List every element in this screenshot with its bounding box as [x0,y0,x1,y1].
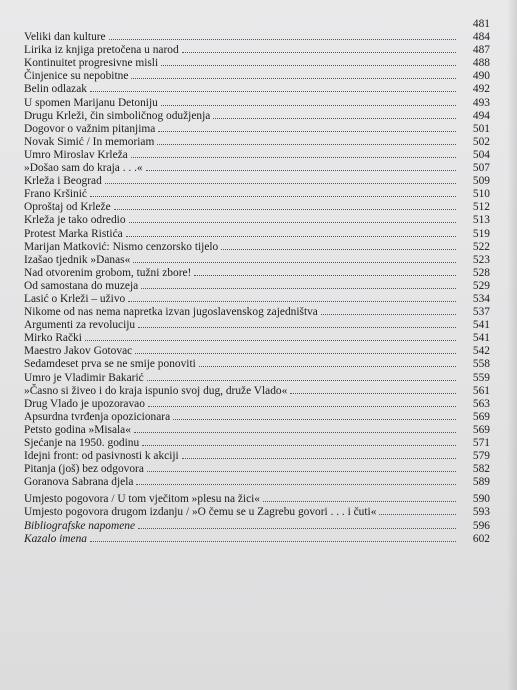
toc-page-number: 542 [472,345,490,358]
toc-leader-dots [135,353,456,354]
toc-page-number: 541 [472,319,490,332]
toc-page-number: 490 [472,70,490,83]
toc-entry [24,506,490,519]
toc-leader-dots [290,393,456,394]
toc-entry [24,385,490,398]
toc-leader-dots [148,406,456,407]
toc-entry-title: Idejni front: od pasivnosti k akciji [24,450,179,463]
toc-page-number: 558 [472,358,490,371]
toc-entry-title: Bibliografske napomene [24,519,136,532]
toc-leader-dots [221,249,456,250]
toc-page-number: 559 [472,371,490,384]
toc-leader-dots [263,501,456,502]
toc-entry [24,267,490,280]
toc-leader-dots [126,236,456,237]
toc-entry-title: Činjenice su nepobitne [24,70,129,83]
toc-leader-dots [199,366,456,367]
toc-entry [24,319,490,332]
toc-page-number: 537 [472,306,490,319]
toc-entry-title: Novak Simić / In memoriam [24,135,155,148]
toc-entry [24,57,490,70]
toc-leader-dots [182,458,456,459]
toc-entry-title: Lirika iz knjiga pretočena u narod [24,44,179,57]
toc-entry-title: Petsto godina »Misala« [24,423,131,436]
toc-page-number: 492 [472,83,490,96]
toc-leader-dots [182,52,456,53]
toc-entry [24,463,490,476]
toc-page-number: 569 [472,423,490,436]
toc-entry-title: Umjesto pogovora drugom izdanju / »O čemu se u Zagrebu govori . . . i čuti« [24,506,377,519]
toc-leader-dots [128,301,456,302]
toc-page-number: 541 [472,332,490,345]
toc-entry-title: Argumenti za revoluciju [24,319,136,332]
toc-leader-dots [146,170,456,171]
toc-entry-title: U spomen Marijanu Detoniju [24,96,158,109]
toc-page-number: 561 [472,384,490,397]
toc-entry [24,83,490,96]
toc-entry-title: Protest Marka Ristića [24,227,123,240]
toc-entry-title: Nad otvorenim grobom, tužni zbore! [24,266,192,279]
toc-entry-title: Belin odlazak [24,83,87,96]
toc-entry [24,398,490,411]
toc-leader-dots [379,514,456,515]
toc-entry-title: »Časno si živeo i do kraja ispunio svoj dug, druže Vlado« [24,384,288,397]
toc-entry-title: Umjesto pogovora / U tom vječitom »plesu na žici« [24,493,260,506]
toc-entry [24,110,490,123]
toc-entry [24,280,490,293]
table-of-contents [24,18,490,546]
toc-page-number: 528 [472,266,490,279]
toc-leader-dots [158,131,456,132]
toc-entry [24,424,490,437]
toc-entry [24,476,490,489]
toc-entry [24,123,490,136]
toc-entry-title: Krleža i Beograd [24,175,102,188]
toc-page-number: 596 [472,519,490,532]
toc-leader-dots [141,288,456,289]
toc-leader-dots [321,314,456,315]
toc-entry [24,228,490,241]
toc-page-number: 602 [472,532,490,545]
toc-page-number: 579 [472,450,490,463]
page-edge-shadow [507,0,517,690]
toc-page-number: 590 [472,493,490,506]
toc-entry-title: Apsurdna tvrđenja opozicionara [24,410,171,423]
toc-entry-title: »Došao sam do kraja . . .« [24,162,143,175]
toc-entry [24,136,490,149]
toc-leader-dots [85,340,456,341]
toc-entry-title: Nikome od nas nema napretka izvan jugoslavenskog zajedništva [24,306,318,319]
toc-leader-dots [114,209,456,210]
toc-entry [24,201,490,214]
toc-entry [24,18,490,31]
toc-leader-dots [105,183,456,184]
toc-entry-title: Veliki dan kulture [24,31,106,44]
toc-entry-title: Sjećanje na 1950. godinu [24,437,140,449]
toc-entry [24,493,490,506]
toc-entry [24,520,490,533]
toc-page-number: 494 [472,109,490,122]
toc-page-number: 512 [472,201,490,214]
toc-entry-title: Umro je Vladimir Bakarić [24,371,144,384]
toc-page-number: 509 [472,175,490,188]
toc-page-number: 513 [472,214,490,227]
toc-page-number: 501 [472,122,490,135]
toc-leader-dots [138,327,456,328]
toc-entry [24,358,490,371]
toc-entry [24,437,490,450]
toc-leader-dots [213,118,456,119]
toc-leader-dots [147,471,456,472]
toc-entry-title: Kazalo imena [24,532,87,545]
toc-leader-dots [90,196,456,197]
toc-entry-title: Frano Kršinić [24,188,87,201]
toc-entry [24,254,490,267]
toc-entry [24,372,490,385]
toc-entry-title: Goranova Sabrana djela [24,476,134,489]
toc-entry [24,293,490,306]
toc-page-number: 504 [472,148,490,161]
toc-page-number: 522 [472,240,490,253]
toc-entry [24,162,490,175]
toc-entry [24,306,490,319]
toc-entry [24,214,490,227]
toc-leader-dots [157,144,456,145]
toc-page-number: 510 [472,188,490,201]
toc-page-number: 582 [472,463,490,476]
toc-page-number: 534 [472,292,490,305]
toc-page-number: 569 [472,410,490,423]
toc-page-number: 502 [472,135,490,148]
toc-entry-title: Drugu Krleži, čin simboličnog odužjenja [24,109,211,122]
toc-entry [24,31,490,44]
toc-leader-dots [142,445,456,446]
toc-leader-dots [161,105,456,106]
toc-entry-title: Krleža je tako odredio [24,214,126,227]
toc-entry [24,411,490,424]
toc-leader-dots [161,65,456,66]
toc-entry [24,345,490,358]
toc-page-number: 529 [472,279,490,292]
toc-entry-title: Od samostana do muzeja [24,279,139,292]
toc-leader-dots [138,528,456,529]
toc-page-number: 523 [472,253,490,266]
toc-leader-dots [194,275,456,276]
toc-page-number: 519 [472,227,490,240]
toc-page-number: 488 [472,57,490,70]
toc-leader-dots [136,484,456,485]
toc-entry-title: Izašao tjednik »Danas« [24,253,131,266]
toc-page-number: 589 [472,476,490,489]
toc-page-number: 484 [472,31,490,44]
toc-entry-title: Mirko Rački [24,332,82,345]
toc-entry [24,70,490,83]
toc-entry-title: Sedamdeset prva se ne smije ponoviti [24,358,196,371]
toc-entry [24,97,490,110]
toc-leader-dots [173,419,456,420]
toc-leader-dots [134,432,456,433]
toc-page-number: 593 [472,506,490,519]
toc-entry [24,44,490,57]
toc-entry [24,241,490,254]
toc-leader-dots [109,39,456,40]
toc-entry [24,188,490,201]
toc-entry-title: Dogovor o važnim pitanjima [24,122,156,135]
toc-entry-title: Pitanja (još) bez odgovora [24,463,144,476]
toc-entry-title: Kontinuitet progresivne misli [24,57,159,70]
toc-entry-title: Oproštaj od Krleže [24,201,111,214]
toc-page-number: 507 [472,162,490,175]
toc-leader-dots [131,157,456,158]
toc-leader-dots [147,380,456,381]
toc-page-number: 481 [472,18,490,30]
toc-leader-dots [133,262,456,263]
toc-entry [24,175,490,188]
toc-entry-title: Umro Miroslav Krleža [24,148,128,161]
toc-entry [24,450,490,463]
toc-entry [24,149,490,162]
toc-entry-title: Drug Vlado je upozoravao [24,397,145,410]
toc-leader-dots [129,222,456,223]
toc-leader-dots [90,91,456,92]
toc-page-number: 493 [472,96,490,109]
toc-entry [24,533,490,546]
toc-page-number: 571 [472,437,490,449]
toc-entry-title: Marijan Matković: Nismo cenzorsko tijelo [24,240,219,253]
toc-leader-dots [90,541,456,542]
toc-entry-title: Lasić o Krleži – uživo [24,292,126,305]
toc-leader-dots [131,78,456,79]
toc-entry-title: Maestro Jakov Gotovac [24,345,133,358]
toc-page-number: 487 [472,44,490,57]
toc-entry [24,332,490,345]
toc-page-number: 563 [472,397,490,410]
